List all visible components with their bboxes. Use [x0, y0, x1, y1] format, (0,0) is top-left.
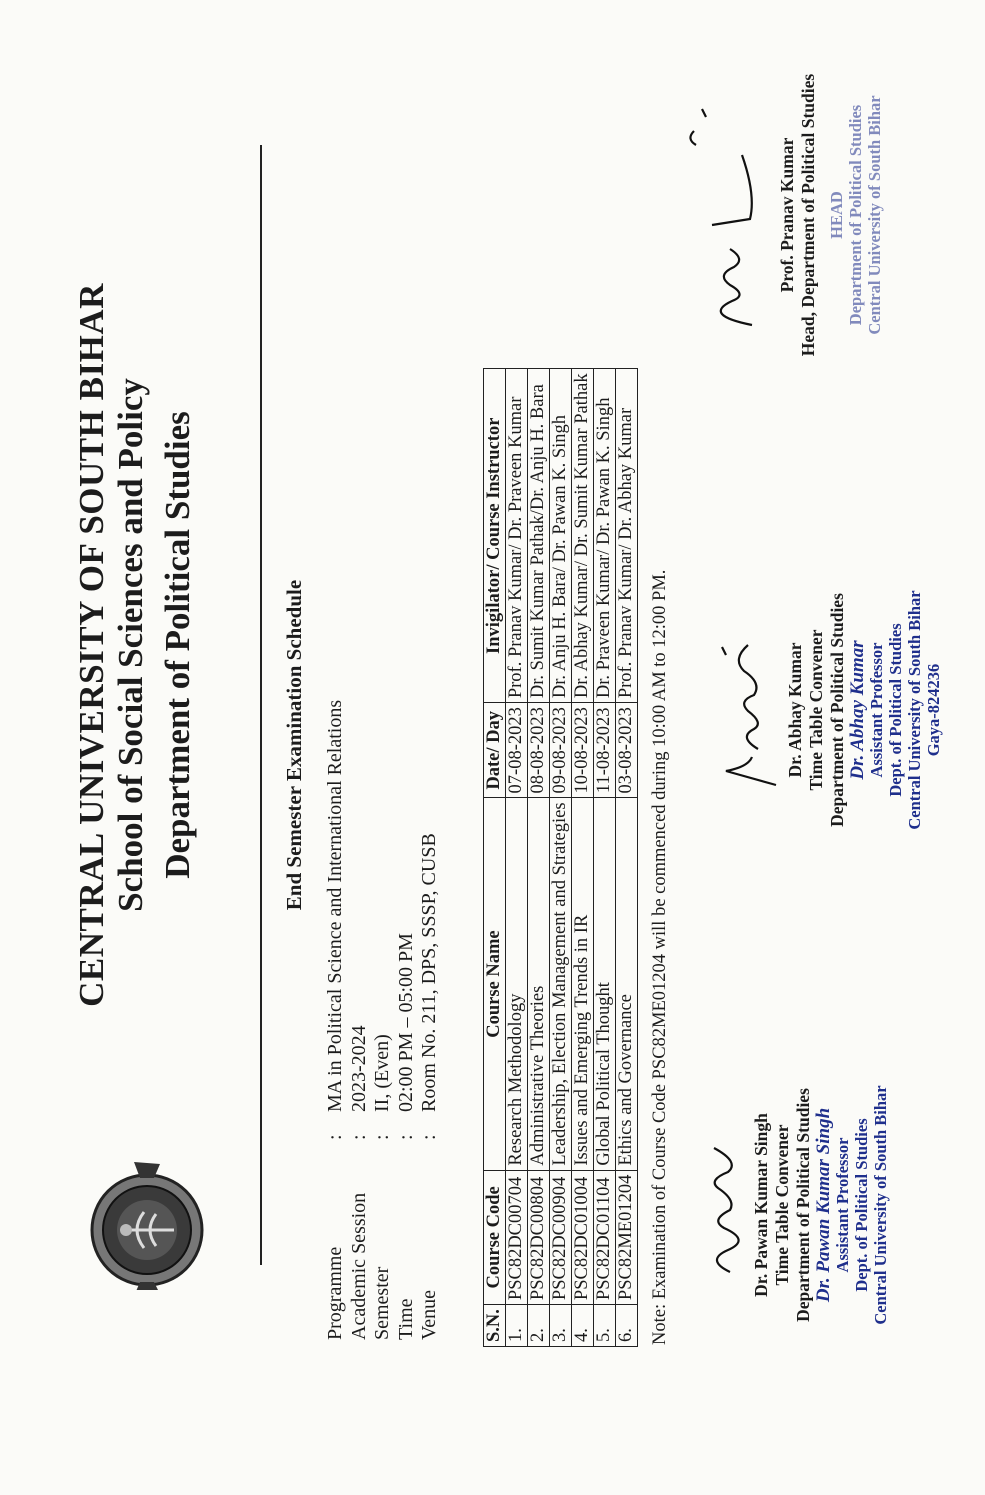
signatory-pranav-kumar	[672, 25, 884, 405]
schedule-title: End Semester Examination Schedule	[282, 579, 306, 911]
signatory-name: Dr. Pawan Kumar Singh	[751, 1113, 771, 1297]
column-header: Date/ Day	[484, 703, 506, 798]
cell-invigilator: Prof. Pranav Kumar/ Dr. Praveen Kumar	[506, 369, 528, 703]
signatory-role: Time Table Convener	[772, 1124, 792, 1286]
cell-date: 08-08-2023	[528, 703, 550, 798]
official-stamp: Dr. Pawan Kumar Singh Assistant Professor Dept. of Political Studies Central University of South Bihar	[813, 1085, 890, 1325]
table-row	[506, 369, 528, 1347]
rotated-sheet: CENTRAL UNIVERSITY OF SOUTH BIHAR School of Social Sciences and Policy Department of Political Studies End Semester Examination Schedule Programme : MA in Political Science and International Relations Academic Session : 2023-2024 Semester : II, (Even) Time : 02:00 PM – 05:00 PM Venue : Room No. 211, DPS, SSSP, CUSB S.N. Course Code Course Name Date/ Day Invigilator/ Course Instructor 1. PSC82DC00704 Research Methodology 07-08-2023 Prof. Pranav Kumar/ Dr. Praveen Kumar 2. PSC82DC00804 Administrative Theories 08-08-2023 Dr. Sumit Kumar Pathak/Dr. Anju H. Bara 3. PSC82DC00904 Leadership, Election Management and Strategies 09-08-2023 Dr. Anju H. Bara/ Dr. Pawan K. Singh 4. PSC82DC01004 Issues and Emerging Trends in IR 10-08-2023 Dr. Abhay Kumar/ Dr. Sumit Kumar Pathak 5. PSC82DC01104 Global Political Thought 11-08-2023 Dr. Praveen Kumar/ Dr. Pawan K. Singh 6. PSC82ME01204 Ethics and Governance 03-08-2023 Prof. Pranav Kumar/ Dr. Abhay Kumar Note: Examination of Course Code PSC82ME01204 will be commenced during 10:00 AM to 12:00 PM. Dr. Pawan Kumar Singh Time Table Convener Department of Political Studies Dr. Pawan Kumar Singh Assistant Professor Dept. of Political Studies Central University of South Bihar Dr. Abhay Kumar Time Table Convener Department of Political Studies Dr. Abhay Kumar Assistant Professor Dept. of Political Studies Central University of South Bihar Gaya-824236 Prof. Pranav Kumar Head, Department of Political Studies HEAD Department of Political Studies Central University of South Bihar	[0, 0, 985, 1495]
info-value: Room No. 211, DPS, SSSP, CUSB	[418, 833, 440, 1112]
school-name: School of Social Sciences and Policy	[111, 378, 150, 912]
signatory-abhay-kumar	[718, 545, 943, 875]
column-header: Invigilator/ Course Instructor	[484, 369, 506, 703]
cell-sn: 3.	[550, 1305, 572, 1347]
info-label: Programme	[324, 1246, 346, 1340]
info-value: MA in Political Science and International Relations	[324, 699, 346, 1112]
signatory-name: Prof. Pranav Kumar	[777, 137, 797, 293]
column-header: Course Code	[484, 1170, 506, 1304]
cell-course-name: Leadership, Election Management and Strategies	[550, 798, 572, 1170]
signatory-name: Dr. Abhay Kumar	[785, 642, 805, 778]
university-name: CENTRAL UNIVERSITY OF SOUTH BIHAR	[72, 283, 111, 1007]
cell-course-name: Research Methodology	[506, 798, 528, 1170]
cell-date: 03-08-2023	[616, 703, 638, 798]
table-row	[572, 369, 594, 1347]
cell-sn: 2.	[528, 1305, 550, 1347]
cell-course-code: PSC82ME01204	[616, 1170, 638, 1304]
info-label: Time	[394, 1298, 417, 1340]
cell-sn: 1.	[506, 1305, 528, 1347]
signatory-department: Department of Political Studies	[793, 1088, 813, 1322]
cell-course-name: Administrative Theories	[528, 798, 550, 1170]
table-row	[528, 369, 550, 1347]
cell-sn: 4.	[572, 1305, 594, 1347]
cell-date: 11-08-2023	[594, 703, 616, 798]
handwritten-signature	[700, 1130, 746, 1280]
table-row	[616, 369, 638, 1347]
info-label: Academic Session	[347, 1192, 370, 1340]
exam-note: Note: Examination of Course Code PSC82ME01204 will be commenced during 10:00 AM to 12:00 PM.	[650, 569, 670, 1345]
info-value: 2023-2024	[347, 1025, 370, 1112]
table-header-row	[484, 369, 506, 1347]
cell-sn: 5.	[594, 1305, 616, 1347]
exam-schedule-table	[483, 368, 638, 1347]
cell-course-code: PSC82DC00804	[528, 1170, 550, 1304]
cell-course-code: PSC82DC00704	[506, 1170, 528, 1304]
cell-date: 09-08-2023	[550, 703, 572, 798]
cell-sn: 6.	[616, 1305, 638, 1347]
cell-invigilator: Prof. Pranav Kumar/ Dr. Abhay Kumar	[616, 369, 638, 703]
info-value: II, (Even)	[371, 1034, 393, 1112]
cell-course-name: Ethics and Governance	[616, 798, 638, 1170]
official-stamp: HEAD Department of Political Studies Central University of South Bihar	[827, 95, 884, 335]
column-header: Course Name	[484, 798, 506, 1170]
info-value: 02:00 PM – 05:00 PM	[394, 933, 417, 1112]
header-divider	[260, 145, 262, 1265]
cell-invigilator: Dr. Sumit Kumar Pathak/Dr. Anju H. Bara	[528, 369, 550, 703]
signatory-pawan-kumar-singh	[700, 1025, 890, 1385]
cell-course-code: PSC82DC01004	[572, 1170, 594, 1304]
table-row	[550, 369, 572, 1347]
cell-course-code: PSC82DC00904	[550, 1170, 572, 1304]
handwritten-signature	[718, 625, 780, 795]
cell-course-name: Global Political Thought	[594, 798, 616, 1170]
info-label: Venue	[418, 1290, 440, 1340]
cell-invigilator: Dr. Anju H. Bara/ Dr. Pawan K. Singh	[550, 369, 572, 703]
signatory-role: Time Table Convener	[806, 629, 826, 791]
cell-course-name: Issues and Emerging Trends in IR	[572, 798, 594, 1170]
cell-date: 07-08-2023	[506, 703, 528, 798]
cell-invigilator: Dr. Praveen Kumar/ Dr. Pawan K. Singh	[594, 369, 616, 703]
department-name: Department of Political Studies	[158, 411, 197, 879]
handwritten-signature	[672, 85, 772, 345]
table-row	[594, 369, 616, 1347]
cell-invigilator: Dr. Abhay Kumar/ Dr. Sumit Kumar Pathak	[572, 369, 594, 703]
cell-course-code: PSC82DC01104	[594, 1170, 616, 1304]
cell-date: 10-08-2023	[572, 703, 594, 798]
signatory-role: Head, Department of Political Studies	[798, 73, 818, 357]
info-label: Semester	[371, 1266, 393, 1340]
signatory-department: Department of Political Studies	[827, 593, 847, 827]
official-stamp: Dr. Abhay Kumar Assistant Professor Dept. of Political Studies Central University of South Bihar Gaya-824236	[847, 590, 943, 830]
column-header: S.N.	[484, 1305, 506, 1347]
